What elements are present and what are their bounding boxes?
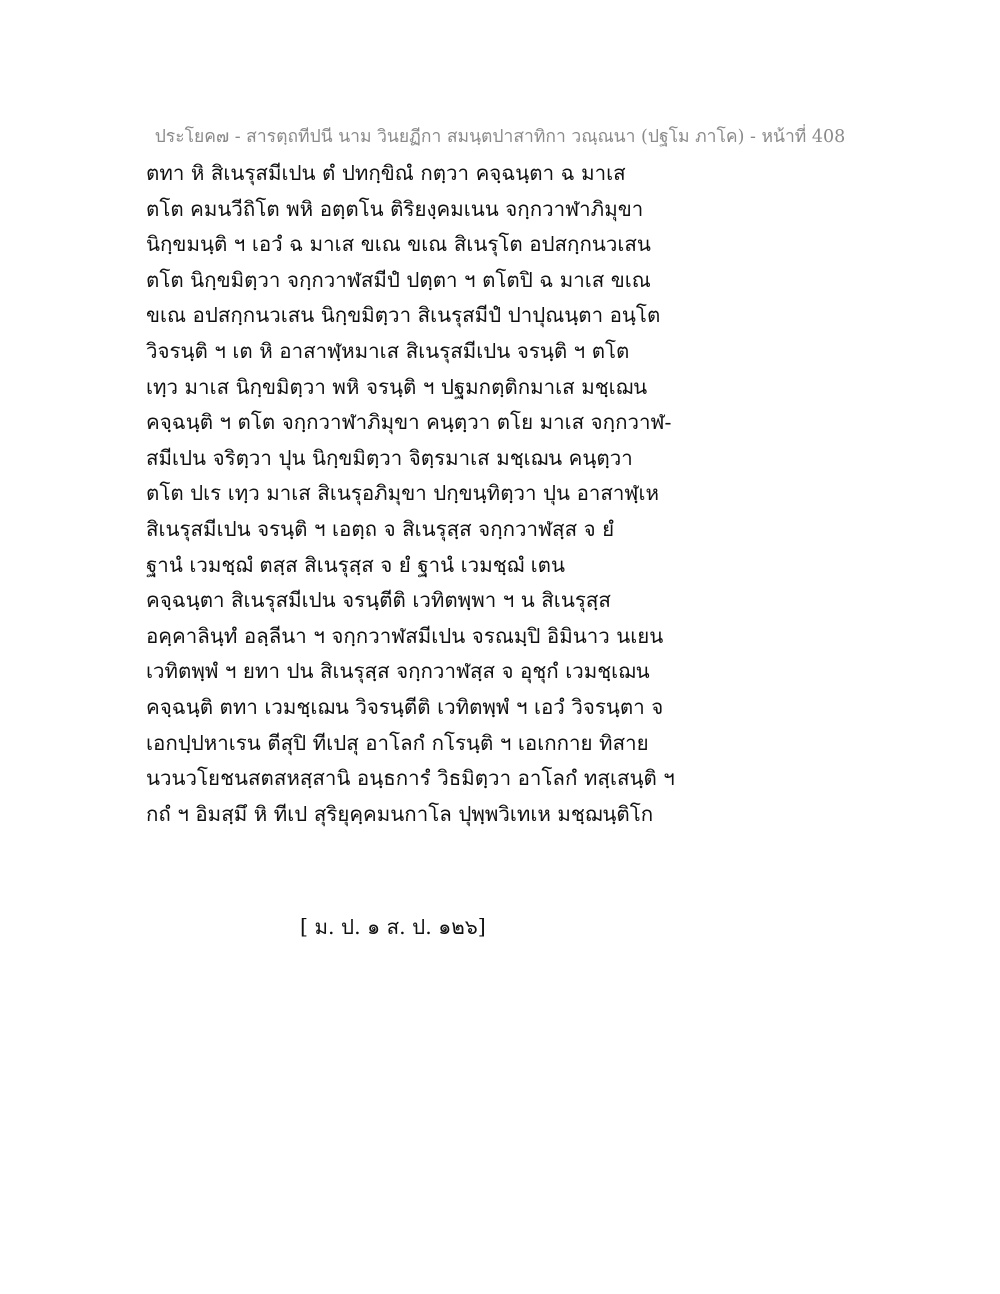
text-line: เวทิตพฺพํ ฯ ยทา ปน สิเนรุสฺส จกฺกวาฬสฺส จ อุชุกํ เวมชฺเฌน [146, 659, 650, 684]
text-line: เทฺว มาเส นิกฺขมิตฺวา พหิ จรนฺติ ฯ ปฐมกตฺติกมาเส มชฺเฌน [146, 374, 648, 399]
text-line: อคฺคาลินฺทํ อลฺลีนา ฯ จกฺกวาฬสมีเปน จรณมฺปิ อิมินาว นเยน [146, 623, 664, 648]
text-line: ตโต นิกฺขมิตฺวา จกฺกวาฬสมีปํ ปตฺตา ฯ ตโตปิ ฉ มาเส ขเณ [146, 267, 651, 292]
text-line: ตโต คมนวีถิโต พหิ อตฺตโน ติริยงฺคมเนน จกฺกวาฬาภิมุขา [146, 196, 644, 221]
text-line: สิเนรุสมีเปน จรนฺติ ฯ เอตฺถ จ สิเนรุสฺส จกฺกวาฬสฺส จ ยํ [146, 516, 615, 541]
text-line: คจฺฉนฺติ ตทา เวมชฺเฌน วิจรนฺตีติ เวทิตพฺพํ ฯ เอวํ วิจรนฺตา จ [146, 694, 664, 719]
text-line: คจฺฉนฺตา สิเนรุสมีเปน จรนฺตีติ เวทิตพฺพา ฯ น สิเนรุสฺส [146, 588, 611, 613]
text-line: คจฺฉนฺติ ฯ ตโต จกฺกวาฬาภิมุขา คนฺตฺวา ตโย มาเส จกฺกวาฬ- [146, 410, 672, 435]
text-line: นิกฺขมนฺติ ฯ เอวํ ฉ มาเส ขเณ ขเณ สิเนรุโต อปสกฺกนวเสน [146, 232, 651, 257]
page-header: ประโยค๗ - สารตฺถทีปนี นาม วินยฏีกา สมนฺตปาสาทิกา วณฺณนา (ปฐโม ภาโค) - หน้าที่ 408 [154, 127, 846, 147]
text-line: เอกปฺปหาเรน ตีสุปิ ทีเปสุ อาโลกํ กโรนฺติ ฯ เอเกกาย ทิสาย [146, 730, 649, 755]
text-line: กถํ ฯ อิมสฺมึ หิ ทีเป สุริยุคฺคมนกาโล ปุพฺพวิเทเห มชฺฌนฺติโก [146, 801, 654, 826]
body-text [146, 156, 675, 832]
text-line: ตทา หิ สิเนรุสมีเปน ตํ ปทกฺขิณํ กตฺวา คจฺฉนฺตา ฉ มาเส [146, 161, 626, 185]
text-line: ขเณ อปสกฺกนวเสน นิกฺขมิตฺวา สิเนรุสมีปํ ปาปุณนฺตา อนฺโต [146, 303, 661, 328]
text-line: สมีเปน จริตฺวา ปุน นิกฺขมิตฺวา จิตฺรมาเส มชฺเฌน คนฺตฺวา [146, 445, 633, 470]
citation-reference: [ ม. ป. ๑ ส. ป. ๑๒๖] [300, 915, 486, 939]
text-line: นวนวโยชนสตสหสฺสานิ อนฺธการํ วิธมิตฺวา อาโลกํ ทสฺเสนฺติ ฯ [146, 766, 675, 791]
text-line: วิจรนฺติ ฯ เต หิ อาสาฬฺหมาเส สิเนรุสมีเปน จรนฺติ ฯ ตโต [146, 338, 630, 363]
text-line: ตโต ปเร เทฺว มาเส สิเนรุอภิมุขา ปกฺขนฺทิตฺวา ปุน อาสาฬฺเห [146, 481, 659, 506]
text-line: ฐานํ เวมชฺฌํ ตสฺส สิเนรุสฺส จ ยํ ฐานํ เวมชฺฌํ เตน [146, 552, 565, 577]
